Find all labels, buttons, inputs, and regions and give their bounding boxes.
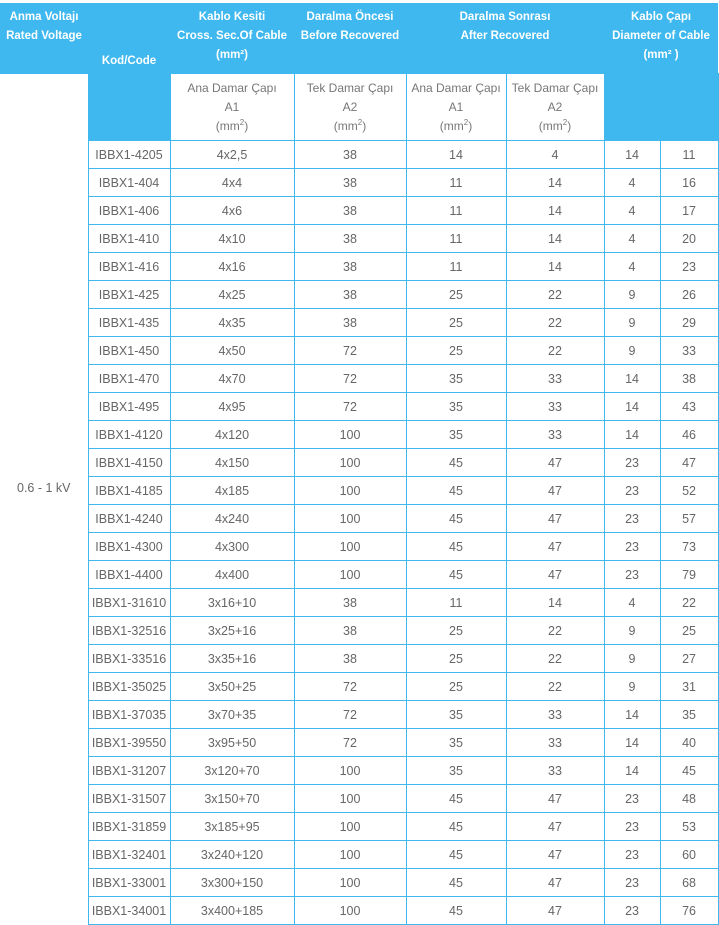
before-tek-cell: 100 [294,449,406,477]
after-tek-cell: 47 [506,841,604,869]
after-header [406,3,604,74]
after-ana-cell: 25 [406,281,506,309]
table-row [0,813,718,841]
cross-section-cell: 4x16 [170,253,294,281]
diameter-b-cell: 45 [660,757,718,785]
diameter-a-cell: 14 [604,421,660,449]
sub-tek-after-unit: $(mm^2)$ [538,117,572,133]
before-tek-cell: 38 [294,197,406,225]
after-tek-cell: 14 [506,197,604,225]
after-ana-cell: 25 [406,309,506,337]
code-cell: IBBX1-410 [88,225,170,253]
code-cell: IBBX1-4400 [88,561,170,589]
table-row [0,869,718,897]
diameter-a-cell: 23 [604,477,660,505]
diameter-b-cell: 26 [660,281,718,309]
table-row [0,645,718,673]
after-ana-cell: 11 [406,589,506,617]
diameter-b-cell: 46 [660,421,718,449]
diameter-b-cell: 52 [660,477,718,505]
diameter-b-cell: 79 [660,561,718,589]
code-cell: IBBX1-37035 [88,701,170,729]
after-ana-cell: 45 [406,561,506,589]
cross-section-cell: 4x35 [170,309,294,337]
cross-section-en: Cross. Sec.Of Cable [177,30,287,42]
after-tek-cell: 22 [506,673,604,701]
diameter-a-cell: 23 [604,785,660,813]
cross-section-cell: 4x120 [170,421,294,449]
diameter-a-cell: 23 [604,813,660,841]
diameter-a-cell: 23 [604,449,660,477]
cross-section-cell: 4x70 [170,365,294,393]
cross-section-cell: 4x50 [170,337,294,365]
code-cell: IBBX1-31507 [88,785,170,813]
voltage-subheader-spacer [0,74,88,141]
code-cell: IBBX1-32401 [88,841,170,869]
diameter-a-cell: 4 [604,589,660,617]
table-row [0,421,718,449]
before-tek-cell: 72 [294,729,406,757]
cross-section-cell: 3x16+10 [170,589,294,617]
after-tek-cell: 22 [506,281,604,309]
code-cell: IBBX1-31610 [88,589,170,617]
diameter-b-cell: 25 [660,617,718,645]
before-tek-cell: 38 [294,141,406,169]
table-row [0,225,718,253]
after-ana-cell: 35 [406,365,506,393]
table-row [0,757,718,785]
cross-section-cell: 4x6 [170,197,294,225]
after-ana-cell: 11 [406,225,506,253]
diameter-b-cell: 60 [660,841,718,869]
table-body [0,141,718,925]
code-cell: IBBX1-495 [88,393,170,421]
code-cell: IBBX1-406 [88,197,170,225]
cross-section-cell: 3x35+16 [170,645,294,673]
code-cell: IBBX1-39550 [88,729,170,757]
code-cell: IBBX1-470 [88,365,170,393]
diameter-b-cell: 22 [660,589,718,617]
before-tek-cell: 38 [294,589,406,617]
diameter-b-cell: 43 [660,393,718,421]
after-tek-cell: 33 [506,757,604,785]
diameter-a-cell: 23 [604,505,660,533]
code-cell: IBBX1-33516 [88,645,170,673]
before-tek-cell: 72 [294,393,406,421]
after-ana-cell: 14 [406,141,506,169]
code-cell: IBBX1-4300 [88,533,170,561]
code-cell: IBBX1-4185 [88,477,170,505]
table-row [0,841,718,869]
diameter-a-cell: 14 [604,365,660,393]
table-row [0,617,718,645]
after-ana-cell: 45 [406,869,506,897]
cross-section-cell: 3x25+16 [170,617,294,645]
cross-section-cell: 4x150 [170,449,294,477]
before-tek-cell: 100 [294,421,406,449]
code-cell: IBBX1-35025 [88,673,170,701]
table-row [0,141,718,169]
diameter-header [604,3,718,74]
before-tek-cell: 100 [294,785,406,813]
diameter-a-cell: 4 [604,169,660,197]
after-ana-cell: 35 [406,421,506,449]
before-tek-cell: 72 [294,337,406,365]
diameter-b-cell: 31 [660,673,718,701]
diameter-b-cell: 27 [660,645,718,673]
cross-section-cell: 3x400+185 [170,897,294,925]
before-tek-cell: 100 [294,477,406,505]
cross-section-cell: 4x400 [170,561,294,589]
after-ana-cell: 35 [406,757,506,785]
diameter-b-cell: 23 [660,253,718,281]
cross-section-cell: 4x95 [170,393,294,421]
sub-ana-damar-after [406,74,506,141]
after-ana-cell: 45 [406,477,506,505]
after-tek-cell: 14 [506,589,604,617]
sub-tek-label: Tek Damar Çapı [306,80,394,95]
before-header-tr: Daralma Öncesi [306,11,394,23]
after-ana-cell: 35 [406,701,506,729]
sub-tek-unit: $(mm^2)$ [333,117,367,133]
code-header-label: Kod/Code [101,55,157,67]
before-tek-cell: 72 [294,673,406,701]
diameter-a-cell: 9 [604,281,660,309]
voltage-header-tr: Anma Voltajı [9,11,79,23]
table-row [0,253,718,281]
diameter-b-cell: 48 [660,785,718,813]
after-ana-cell: 45 [406,841,506,869]
diameter-a-cell: 23 [604,897,660,925]
after-tek-cell: 47 [506,505,604,533]
code-cell: IBBX1-4120 [88,421,170,449]
after-tek-cell: 33 [506,421,604,449]
after-tek-cell: 22 [506,337,604,365]
header-row [0,3,718,74]
after-ana-cell: 11 [406,197,506,225]
diameter-b-cell: 38 [660,365,718,393]
table-row [0,337,718,365]
after-tek-cell: 33 [506,393,604,421]
after-ana-cell: 45 [406,533,506,561]
before-tek-cell: 38 [294,169,406,197]
after-ana-cell: 45 [406,813,506,841]
diameter-a-cell: 9 [604,337,660,365]
code-cell: IBBX1-4150 [88,449,170,477]
cross-section-cell: 3x70+35 [170,701,294,729]
diameter-a-cell: 9 [604,673,660,701]
code-cell: IBBX1-450 [88,337,170,365]
cross-section-cell: 4x185 [170,477,294,505]
after-tek-cell: 47 [506,477,604,505]
sub-ana-unit: $(mm^2)$ [215,117,249,133]
table-row [0,281,718,309]
table-row [0,197,718,225]
diameter-a-cell: 23 [604,533,660,561]
after-tek-cell: 22 [506,645,604,673]
diameter-a-cell: 4 [604,253,660,281]
diameter-b-cell: 35 [660,701,718,729]
diameter-b-cell: 33 [660,337,718,365]
after-ana-cell: 45 [406,897,506,925]
sub-ana-label: Ana Damar Çapı [187,80,277,95]
table-row [0,729,718,757]
after-ana-cell: 25 [406,645,506,673]
cross-section-cell: 4x2,5 [170,141,294,169]
code-cell: IBBX1-425 [88,281,170,309]
cross-section-cell: 3x50+25 [170,673,294,701]
diameter-a-cell: 9 [604,617,660,645]
diameter-b-cell: 29 [660,309,718,337]
diameter-a-cell: 14 [604,141,660,169]
after-tek-cell: 47 [506,869,604,897]
after-tek-cell: 47 [506,561,604,589]
after-header-en: After Recovered [460,30,550,42]
diameter-b-cell: 11 [660,141,718,169]
diameter-b-cell: 20 [660,225,718,253]
cross-section-cell: 3x185+95 [170,813,294,841]
cross-section-cell: 3x95+50 [170,729,294,757]
code-cell: IBBX1-4240 [88,505,170,533]
diameter-a-cell: 9 [604,645,660,673]
cross-section-cell: 4x240 [170,505,294,533]
after-tek-cell: 14 [506,169,604,197]
table-row [0,673,718,701]
voltage-value: 0.6 - 1 kV [0,141,88,925]
before-tek-cell: 100 [294,813,406,841]
sub-tek-damar-after [506,74,604,141]
diameter-a-cell: 23 [604,869,660,897]
after-tek-cell: 47 [506,449,604,477]
after-tek-cell: 14 [506,253,604,281]
cross-section-unit: (mm²) [216,49,248,61]
voltage-header [0,3,88,74]
code-cell: IBBX1-31859 [88,813,170,841]
code-cell: IBBX1-416 [88,253,170,281]
before-tek-cell: 72 [294,365,406,393]
sub-ana-after-unit: $(mm^2)$ [439,117,473,133]
cross-section-cell: 3x240+120 [170,841,294,869]
table-row [0,365,718,393]
after-header-tr: Daralma Sonrası [459,11,551,23]
cross-section-cell: 4x4 [170,169,294,197]
after-tek-cell: 14 [506,225,604,253]
diameter-b-cell: 47 [660,449,718,477]
diameter-b-cell: 16 [660,169,718,197]
code-header [88,3,170,74]
cross-section-cell: 4x10 [170,225,294,253]
table-row [0,477,718,505]
table-row [0,533,718,561]
table-row [0,561,718,589]
table-row [0,505,718,533]
sub-ana-symbol: A1 [224,99,240,114]
table-row [0,169,718,197]
after-ana-cell: 45 [406,505,506,533]
after-tek-cell: 33 [506,701,604,729]
after-tek-cell: 47 [506,533,604,561]
diameter-b-cell: 73 [660,533,718,561]
subheader-row [0,74,718,141]
before-tek-cell: 100 [294,561,406,589]
before-tek-cell: 100 [294,897,406,925]
after-tek-cell: 47 [506,897,604,925]
table-row [0,897,718,925]
before-tek-cell: 38 [294,645,406,673]
cross-section-cell: 4x300 [170,533,294,561]
after-tek-cell: 47 [506,785,604,813]
diameter-b-cell: 57 [660,505,718,533]
before-tek-cell: 100 [294,757,406,785]
before-tek-cell: 100 [294,533,406,561]
table-row [0,393,718,421]
sub-ana-after-label: Ana Damar Çapı [411,80,501,95]
diameter-a-cell: 23 [604,561,660,589]
diameter-header-unit: (mm² ) [643,49,679,61]
sub-tek-symbol: A2 [342,99,358,114]
after-tek-cell: 4 [506,141,604,169]
diameter-header-en: Diameter of Cable [612,30,710,42]
before-tek-cell: 38 [294,309,406,337]
before-header [294,3,406,74]
code-cell: IBBX1-404 [88,169,170,197]
table-row [0,449,718,477]
diameter-b-cell: 53 [660,813,718,841]
before-tek-cell: 38 [294,225,406,253]
table-row [0,589,718,617]
after-ana-cell: 11 [406,169,506,197]
diameter-b-cell: 40 [660,729,718,757]
diameter-b-cell: 17 [660,197,718,225]
diameter-header-tr: Kablo Çapı [630,11,692,23]
sub-tek-after-label: Tek Damar Çapı [511,80,599,95]
sub-ana-after-symbol: A1 [448,99,464,114]
after-tek-cell: 22 [506,617,604,645]
cable-spec-table [0,3,719,925]
diameter-a-cell: 14 [604,757,660,785]
diameter-a-cell: 23 [604,841,660,869]
code-cell: IBBX1-4205 [88,141,170,169]
diameter-a-cell: 4 [604,197,660,225]
cross-section-cell: 3x300+150 [170,869,294,897]
table-row [0,309,718,337]
before-tek-cell: 100 [294,505,406,533]
code-subheader-blank [88,74,170,141]
after-ana-cell: 25 [406,617,506,645]
diameter-a-cell: 4 [604,225,660,253]
before-tek-cell: 38 [294,253,406,281]
diameter-b-cell: 76 [660,897,718,925]
after-tek-cell: 22 [506,309,604,337]
code-cell: IBBX1-32516 [88,617,170,645]
before-tek-cell: 100 [294,841,406,869]
cross-section-cell: 3x120+70 [170,757,294,785]
after-ana-cell: 35 [406,393,506,421]
before-header-en: Before Recovered [300,30,400,42]
diameter-a-cell: 14 [604,729,660,757]
after-ana-cell: 45 [406,785,506,813]
diameter-a-cell: 9 [604,309,660,337]
code-cell: IBBX1-34001 [88,897,170,925]
code-cell: IBBX1-435 [88,309,170,337]
after-tek-cell: 47 [506,813,604,841]
before-tek-cell: 38 [294,617,406,645]
before-tek-cell: 100 [294,869,406,897]
voltage-header-en: Rated Voltage [6,30,82,42]
table-row [0,785,718,813]
after-ana-cell: 45 [406,449,506,477]
after-ana-cell: 11 [406,253,506,281]
sub-tek-after-symbol: A2 [547,99,563,114]
after-ana-cell: 25 [406,337,506,365]
after-tek-cell: 33 [506,729,604,757]
diameter-b-cell: 68 [660,869,718,897]
table-row [0,701,718,729]
cross-section-cell: 4x25 [170,281,294,309]
before-tek-cell: 72 [294,701,406,729]
sub-ana-damar [170,74,294,141]
code-cell: IBBX1-33001 [88,869,170,897]
diameter-a-cell: 14 [604,393,660,421]
after-tek-cell: 33 [506,365,604,393]
cross-section-cell: 3x150+70 [170,785,294,813]
after-ana-cell: 25 [406,673,506,701]
before-tek-cell: 38 [294,281,406,309]
cross-section-header [170,3,294,74]
diameter-subheader-blank [604,74,718,141]
cross-section-tr: Kablo Kesiti [198,11,266,23]
after-ana-cell: 35 [406,729,506,757]
sub-tek-damar [294,74,406,141]
code-cell: IBBX1-31207 [88,757,170,785]
diameter-a-cell: 14 [604,701,660,729]
